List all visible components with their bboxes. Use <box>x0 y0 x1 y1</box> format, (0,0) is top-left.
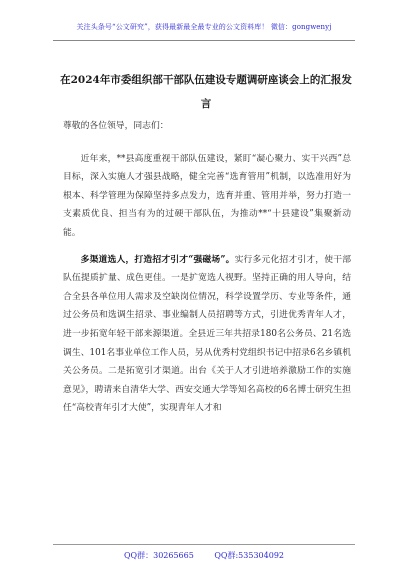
section-1-body: 实行多元化招才引才，使干部队伍提质扩量、成色更佳。一是扩宽选人视野。坚持正确的用人导向，结合全县各单位用人需求及空缺岗位情况，科学设置学历、专业等条件，通过公务员和选调生招录、事业编制人员招聘等方式，引进优秀青年人才，进一步拓宽年轻干部来源渠道。全县近三年共招录180名公务员、21名选调生、101名事业单位工作人员，另从优秀村党组织书记中招录6名乡镇机关公务员。二是拓宽引才渠道。出台《关于人才引进培养激励工作的实施意见》，聘请来自清华大学、西安交通大学等知名高校的6名博士研究生担任“高校青年引才大使”，实现青年人才和 <box>63 254 351 414</box>
document-title: 在2024年市委组织部干部队伍建设专题调研座谈会上的汇报发言 <box>60 74 352 110</box>
section-1-heading: 多渠道选人，打造招才引才“强磁场”。 <box>80 254 235 265</box>
intro-paragraph: 近年来，**县高度重视干部队伍建设，紧盯“凝心聚力、实干兴西”总目标，深入实施人才强县战略，健全完善“选育管用”机制，以选准用好为根本、科学管理为保障坚持多点发力，选育并重、管用并举，努力打造一支素质优良、担当有为的过硬干部队伍，为推动**“十县建设”集聚新动能。 <box>63 153 351 238</box>
header-divider <box>53 40 355 41</box>
header-banner <box>0 22 408 32</box>
document-body <box>63 117 351 426</box>
footer-divider <box>53 544 355 545</box>
footer <box>0 550 408 561</box>
footer-qq-group-1: QQ群：30265665 <box>123 551 194 560</box>
footer-qq-group-2: QQ群:535304092 <box>214 551 284 560</box>
section-1-paragraph <box>63 251 351 418</box>
header-banner-link[interactable]: 关注头条号“公文研究”，获得最新最全最专业的公文资料库！ 微信：gongwenyj <box>76 23 332 31</box>
salutation: 尊敬的各位领导，同志们： <box>63 121 169 131</box>
